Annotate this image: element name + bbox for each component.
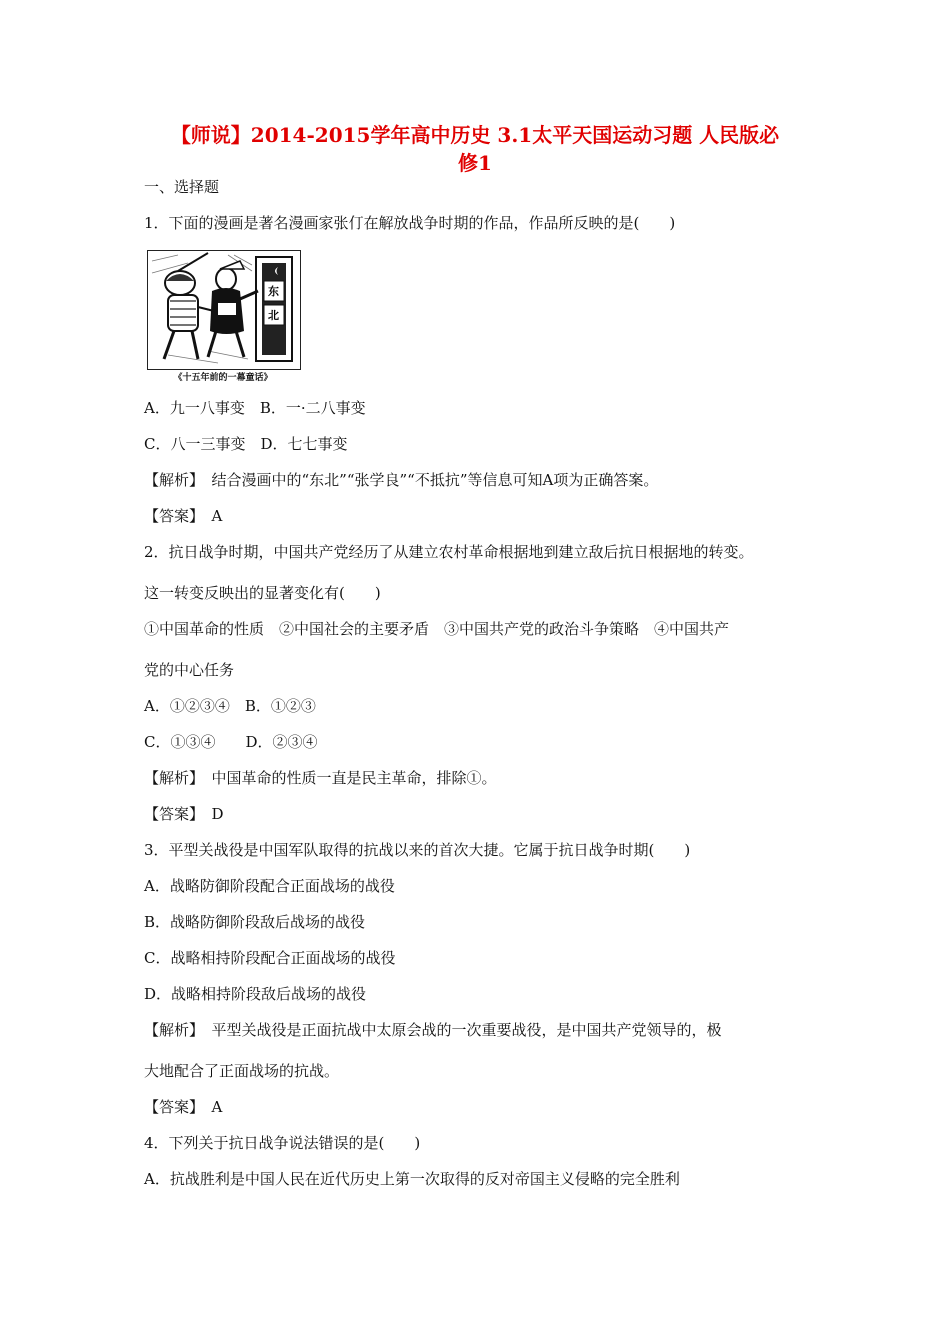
cartoon-image (147, 250, 301, 370)
section-heading: 一、选择题 (144, 178, 220, 196)
q1-options-line-2: C．八一三事变 D．七七事变 (144, 435, 348, 453)
q4-stem: 4．下列关于抗日战争说法错误的是( ) (144, 1134, 421, 1152)
q3-analysis-line-1: 【解析】 平型关战役是正面抗战中太原会战的一次重要战役，是中国共产党领导的，极 (144, 1021, 722, 1039)
q3-option-d: D．战略相持阶段敌后战场的战役 (144, 985, 367, 1003)
q2-answer: 【答案】 D (144, 805, 224, 823)
q1-analysis: 【解析】 结合漫画中的“东北”“张学良”“不抵抗”等信息可知A项为正确答案。 (144, 471, 659, 489)
q2-stem-line-2: 这一转变反映出的显著变化有( ) (144, 584, 381, 602)
q2-stem-line-1: 2．抗日战争时期，中国共产党经历了从建立农村革命根据地到建立敌后抗日根据地的转变。 (144, 543, 754, 561)
cartoon-label-bei: 北 (268, 309, 279, 322)
q3-option-b: B．战略防御阶段敌后战场的战役 (144, 913, 366, 931)
q3-analysis-line-2: 大地配合了正面战场的抗战。 (144, 1062, 340, 1080)
q3-option-c: C．战略相持阶段配合正面战场的战役 (144, 949, 396, 967)
document-title (140, 121, 810, 177)
q1-options-line-1: A．九一八事变 B．一·二八事变 (144, 399, 366, 417)
title-line-2: 修1 (458, 151, 492, 175)
q2-items-line-2: 党的中心任务 (144, 661, 235, 679)
q2-items-line-1: ①中国革命的性质 ②中国社会的主要矛盾 ③中国共产党的政治斗争策略 ④中国共产 (144, 620, 730, 638)
q3-stem: 3．平型关战役是中国军队取得的抗战以来的首次大捷。它属于抗日战争时期( ) (144, 841, 691, 859)
cartoon-caption: 《十五年前的一幕童话》 (173, 373, 273, 383)
title-line-1: 【师说】2014-2015学年高中历史 3.1太平天国运动习题 人民版必 (170, 123, 780, 147)
q1-answer: 【答案】 A (144, 507, 223, 525)
q3-option-a: A．战略防御阶段配合正面战场的战役 (144, 877, 395, 895)
cartoon-label-dong: 东 (268, 285, 279, 298)
q4-option-a: A．抗战胜利是中国人民在近代历史上第一次取得的反对帝国主义侵略的完全胜利 (144, 1170, 680, 1188)
q1-stem: 1．下面的漫画是著名漫画家张仃在解放战争时期的作品，作品所反映的是( ) (144, 214, 676, 232)
cartoon-drawing (148, 251, 300, 369)
q2-options-line-2: C．①③④ D．②③④ (144, 733, 318, 751)
q2-analysis: 【解析】 中国革命的性质一直是民主革命，排除①。 (144, 769, 497, 787)
q2-options-line-1: A．①②③④ B．①②③ (144, 697, 316, 715)
q3-answer: 【答案】 A (144, 1098, 223, 1116)
